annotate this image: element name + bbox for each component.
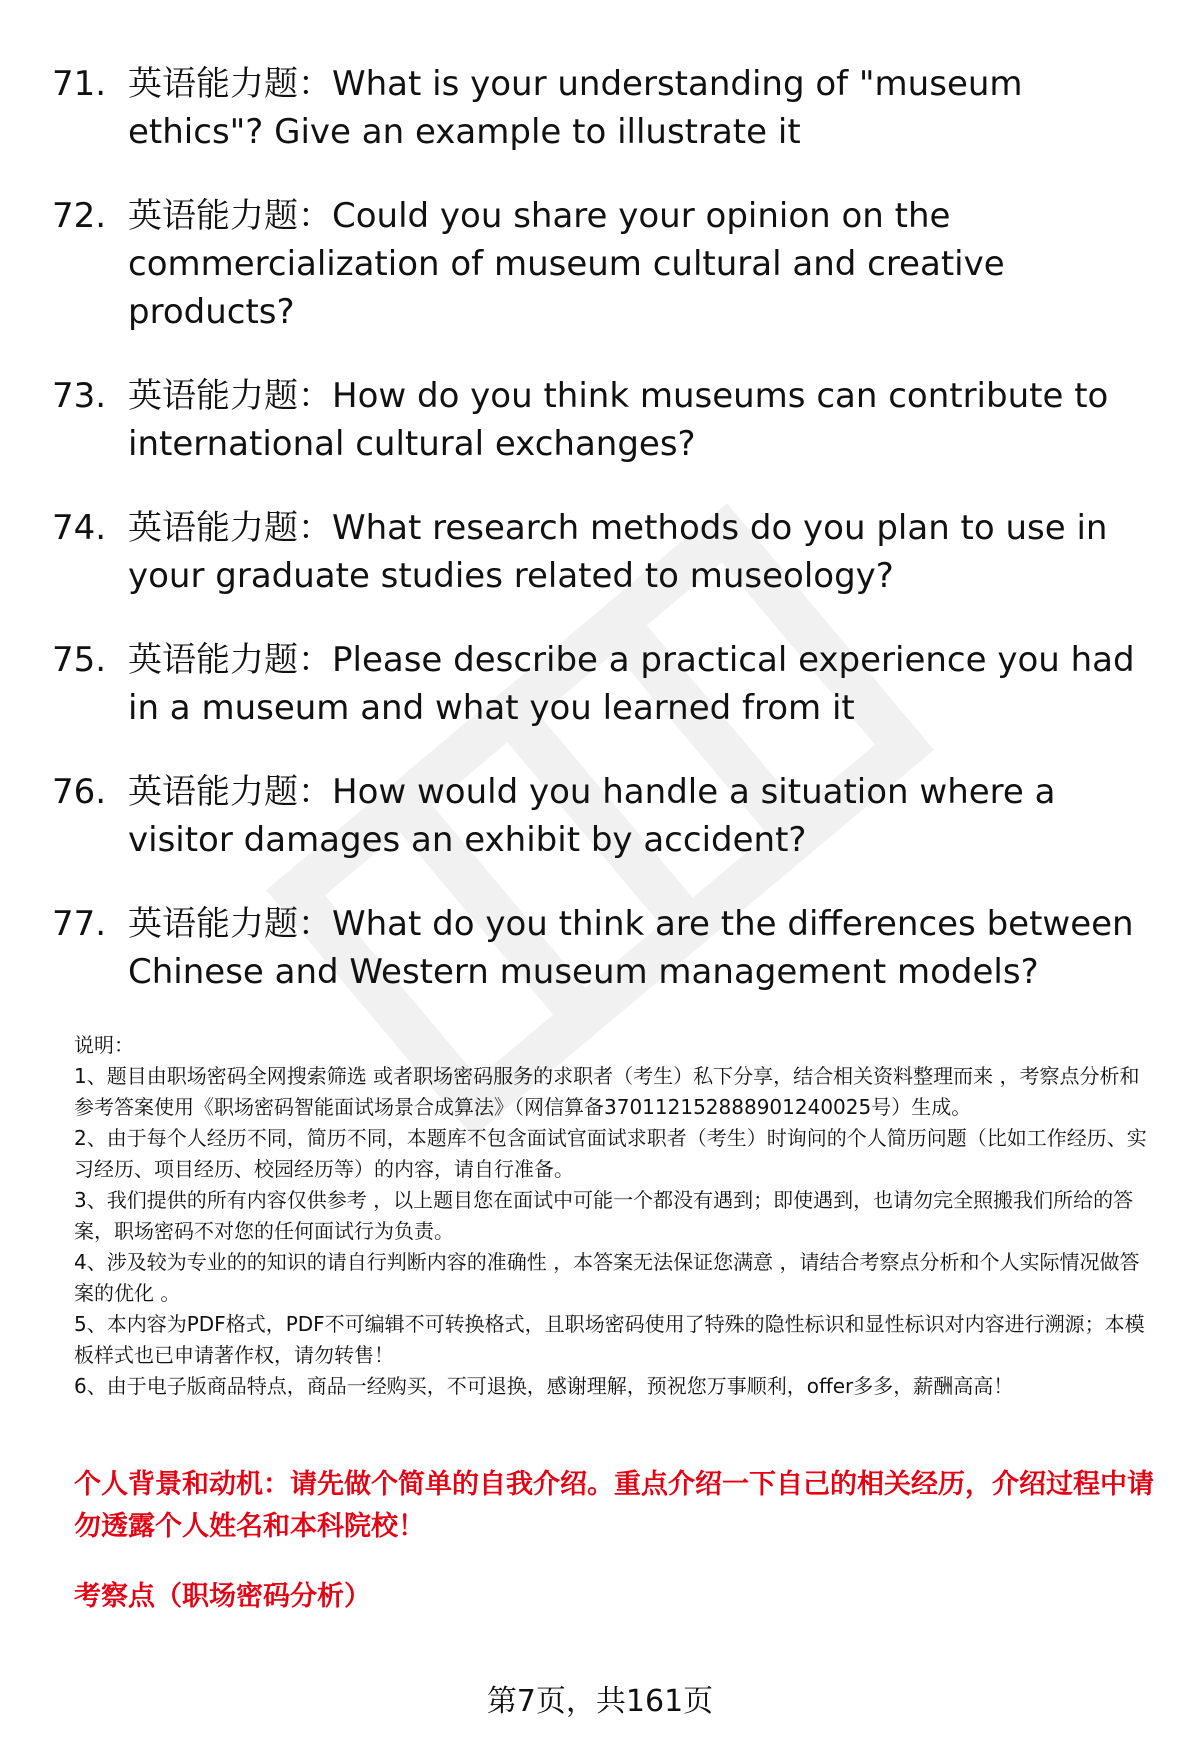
question-number: 76. (52, 772, 107, 812)
question-body: Could you share your opinion on the commercialization of museum cultural and creative products? (128, 196, 1005, 332)
notes-line: 3、我们提供的所有内容仅供参考 ，以上题目您在面试中可能一个都没有遇到；即使遇到，也请勿完全照搬我们所给的答案，职场密码不对您的任何面试行为负责。 (74, 1188, 1134, 1243)
question-item (52, 900, 1162, 996)
question-text (128, 636, 1162, 732)
question-body: How would you handle a situation where a visitor damages an exhibit by accident? (128, 772, 1056, 860)
question-body: What do you think are the differences between Chinese and Western museum management models? (128, 904, 1134, 992)
question-item (52, 636, 1162, 732)
question-body: How do you think museums can contribute to international cultural exchanges? (128, 376, 1109, 464)
notes-line: 1、题目由职场密码全网搜索筛选 或者职场密码服务的求职者（考生）私下分享，结合相关资料整理而来 ，考察点分析和参考答案使用《职场密码智能面试场景合成算法》（网信算备370112152888901240025号）生成。 (74, 1064, 1140, 1119)
question-label: 英语能力题： (128, 376, 332, 416)
question-item (52, 768, 1162, 864)
question-number: 77. (52, 904, 107, 944)
question-item (52, 372, 1162, 468)
question-text (128, 372, 1162, 468)
question-text (128, 768, 1162, 864)
question-label: 英语能力题： (128, 904, 332, 944)
question-number: 75. (52, 640, 107, 680)
question-text (128, 192, 1162, 336)
notes-line: 5、本内容为PDF格式，PDF不可编辑不可转换格式，且职场密码使用了特殊的隐性标识和显性标识对内容进行溯源；本模板样式也已申请著作权，请勿转售！ (74, 1312, 1145, 1367)
notes-line: 6、由于电子版商品特点，商品一经购买，不可退换，感谢理解，预祝您万事顺利，offer多多，薪酬高高！ (74, 1374, 1014, 1398)
notes-heading: 说明： (74, 1033, 134, 1057)
question-text (128, 900, 1162, 996)
question-body: What is your understanding of "museum ethics"? Give an example to illustrate it (128, 64, 1023, 152)
question-label: 英语能力题： (128, 772, 332, 812)
question-label: 英语能力题： (128, 640, 332, 680)
notes-section (74, 1030, 1154, 1402)
question-number: 72. (52, 196, 107, 236)
question-text (128, 504, 1162, 600)
question-number: 71. (52, 64, 107, 104)
question-item (52, 504, 1162, 600)
notes-line: 4、涉及较为专业的的知识的请自行判断内容的准确性 ，本答案无法保证您满意 ，请结合考察点分析和个人实际情况做答案的优化 。 (74, 1250, 1140, 1305)
question-item (52, 192, 1162, 336)
question-item (52, 60, 1162, 156)
motive-heading: 个人背景和动机：请先做个简单的自我介绍。重点介绍一下自己的相关经历，介绍过程中请勿透露个人姓名和本科院校！ (74, 1469, 1154, 1542)
analysis-heading: 考察点（职场密码分析） (74, 1581, 371, 1612)
question-body: Please describe a practical experience you had in a museum and what you learned from it (128, 640, 1135, 728)
question-number: 73. (52, 376, 107, 416)
question-body: What research methods do you plan to use in your graduate studies related to museology? (128, 508, 1108, 596)
question-list (52, 60, 1162, 1032)
question-number: 74. (52, 508, 107, 548)
question-label: 英语能力题： (128, 196, 332, 236)
question-label: 英语能力题： (128, 64, 332, 104)
question-label: 英语能力题： (128, 508, 332, 548)
notes-line: 2、由于每个人经历不同，简历不同，本题库不包含面试官面试求职者（考生）时询问的个人简历问题（比如工作经历、实习经历、项目经历、校园经历等）的内容，请自行准备。 (74, 1126, 1147, 1181)
page-number: 第7页，共161页 (486, 1684, 714, 1719)
question-text (128, 60, 1162, 156)
